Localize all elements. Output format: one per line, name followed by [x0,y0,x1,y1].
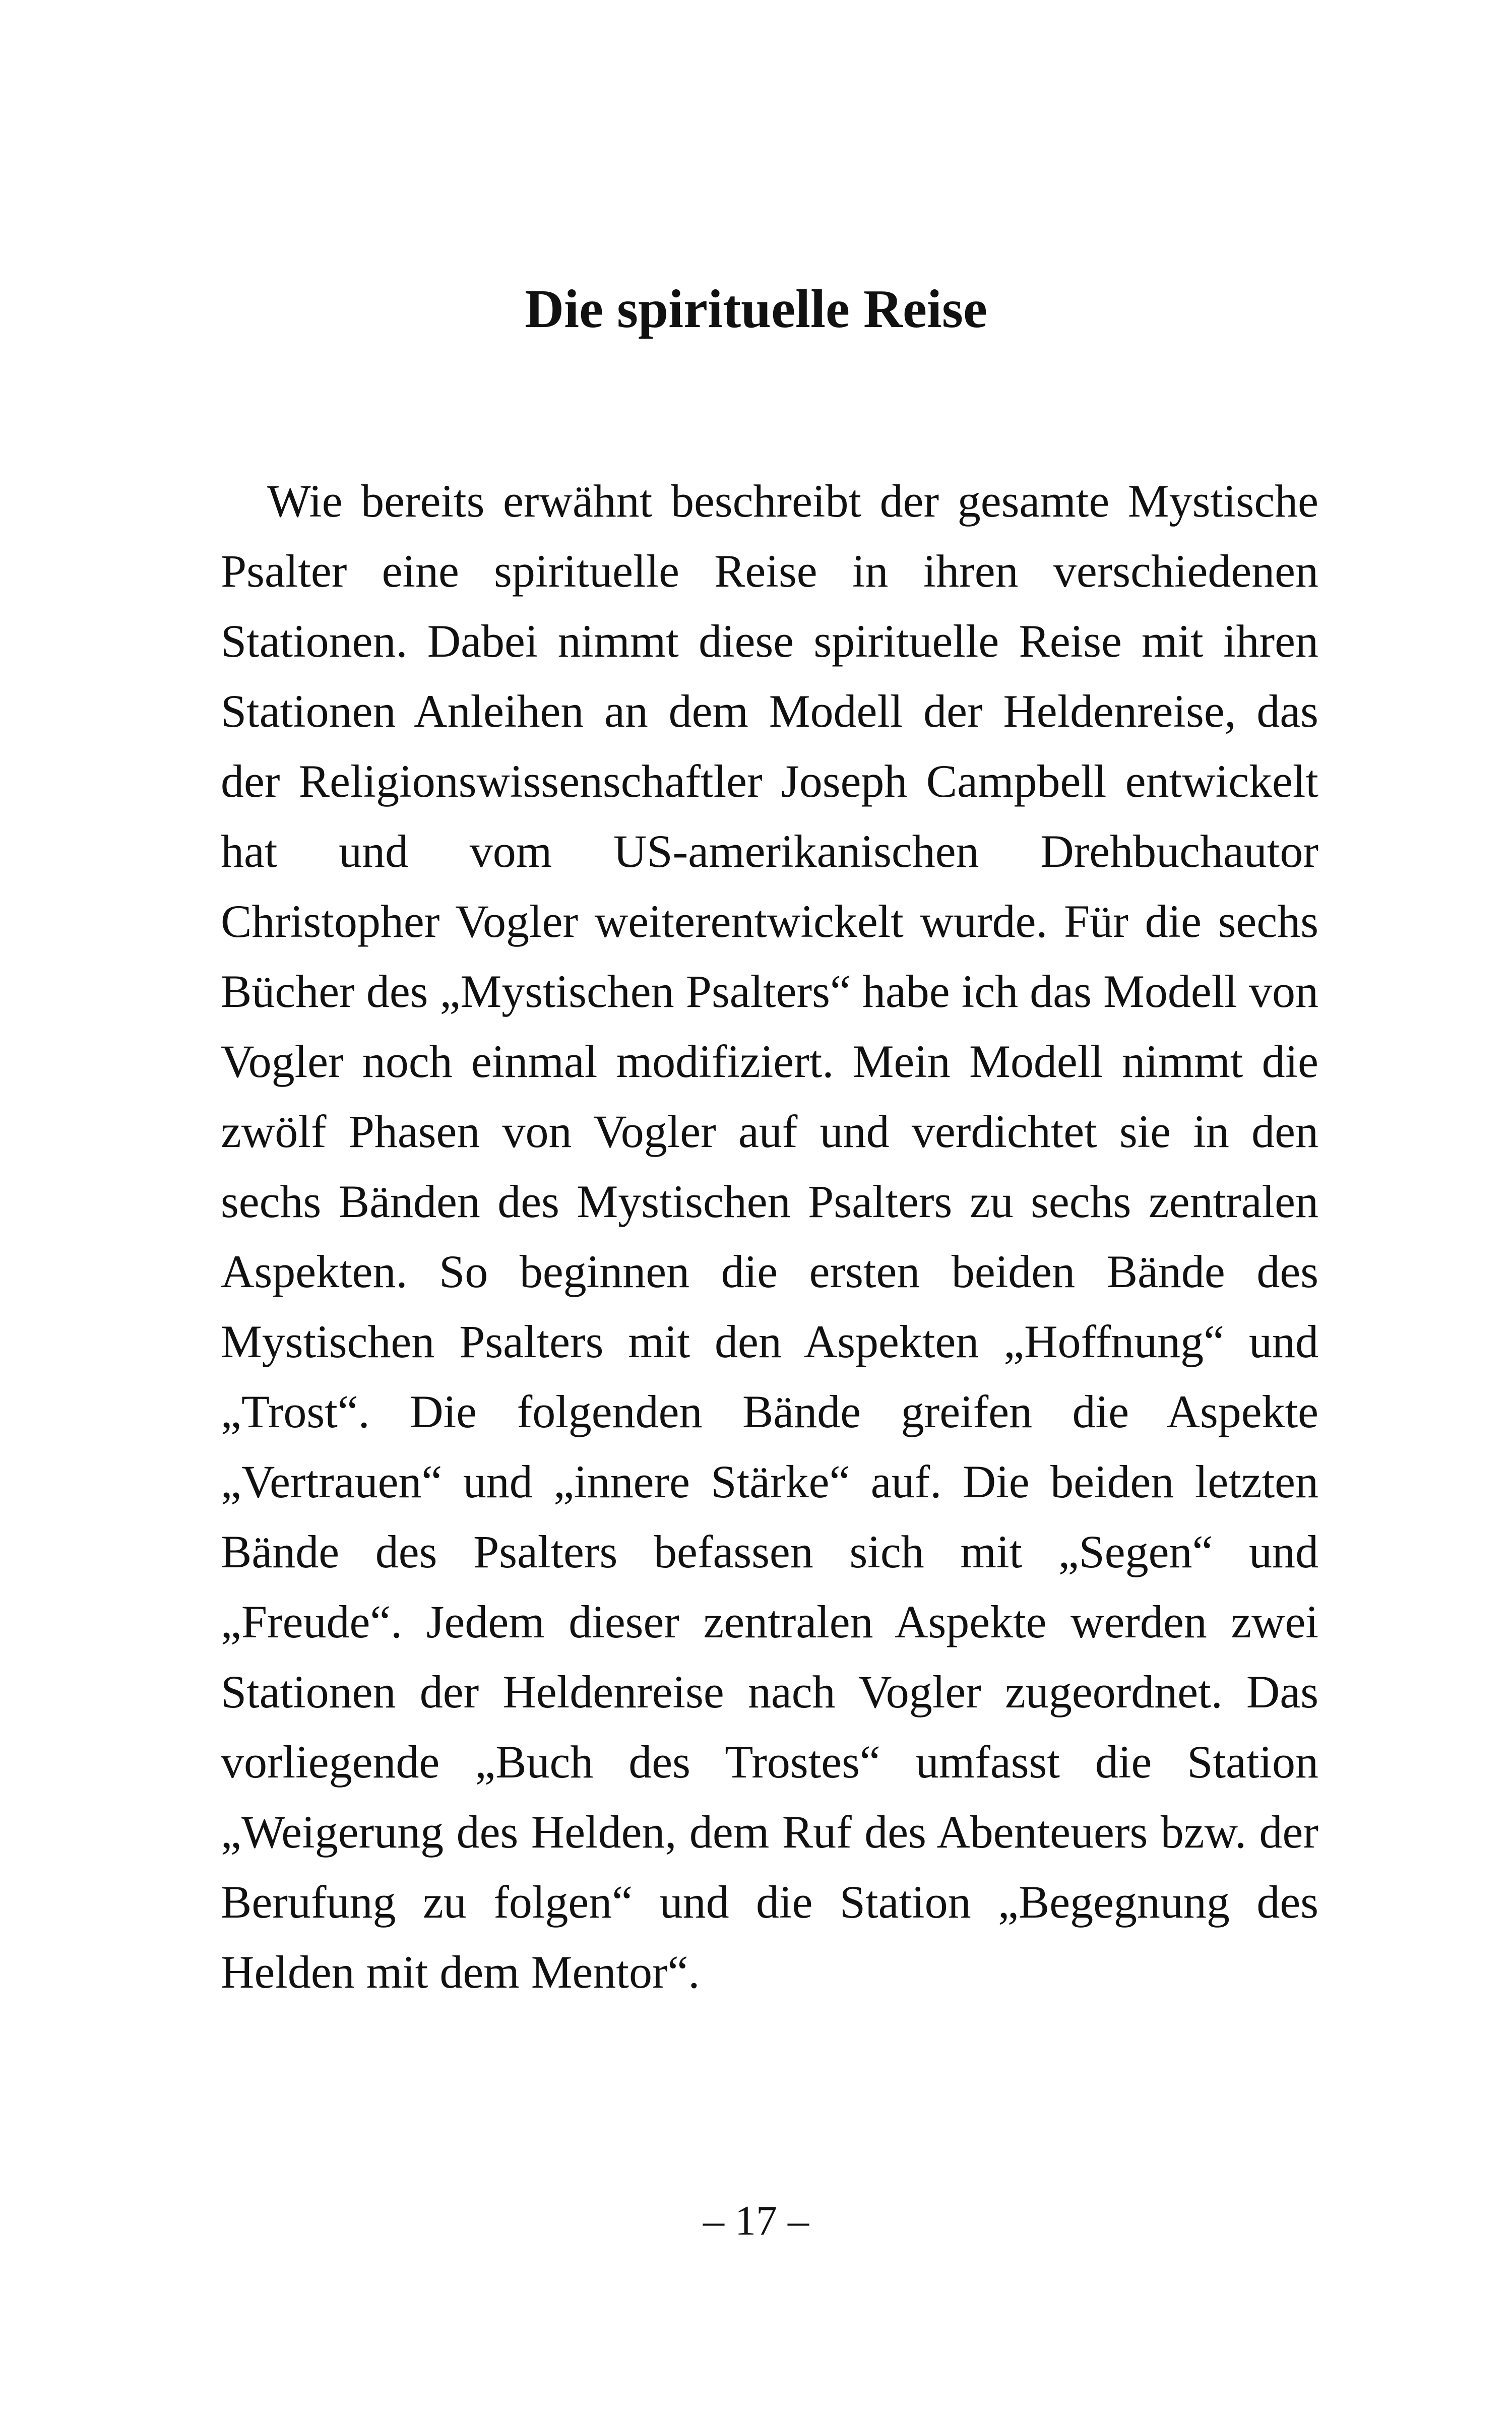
body-paragraph: Wie bereits erwähnt beschreibt der gesamte Mystische Psalter eine spirituelle Reise in ihren verschiedenen Stationen. Dabei nimmt diese spirituelle Reise mit ihren Stationen Anleihen an dem Modell der Heldenreise, das der Religionswissenschaftler Joseph Campbell entwickelt hat und vom US-amerikanischen Drehbuchautor Christopher Vogler weiterentwickelt wurde. Für die sechs Bücher des „Mystischen Psalters“ habe ich das Modell von Vogler noch einmal modifiziert. Mein Modell nimmt die zwölf Phasen von Vogler auf und verdichtet sie in den sechs Bänden des Mystischen Psalters zu sechs zentralen Aspekten. So beginnen die ersten beiden Bände des Mystischen Psalters mit den Aspekten „Hoffnung“ und „Trost“. Die folgenden Bände greifen die Aspekte „Vertrauen“ und „innere Stärke“ auf. Die beiden letzten Bände des Psalters befassen sich mit „Segen“ und „Freude“. Jedem dieser zentralen Aspekte werden zwei Stationen der Heldenreise nach Vogler zugeordnet. Das vorliegende „Buch des Trostes“ umfasst die Station „Weigerung des Helden, dem Ruf des Abenteuers bzw. der Berufung zu folgen“ und die Station „Begegnung des Helden mit dem Mentor“. [221,475,1318,1998]
chapter-title: Die spirituelle Reise [525,279,987,339]
page-number: – 17 – [703,2197,809,2244]
